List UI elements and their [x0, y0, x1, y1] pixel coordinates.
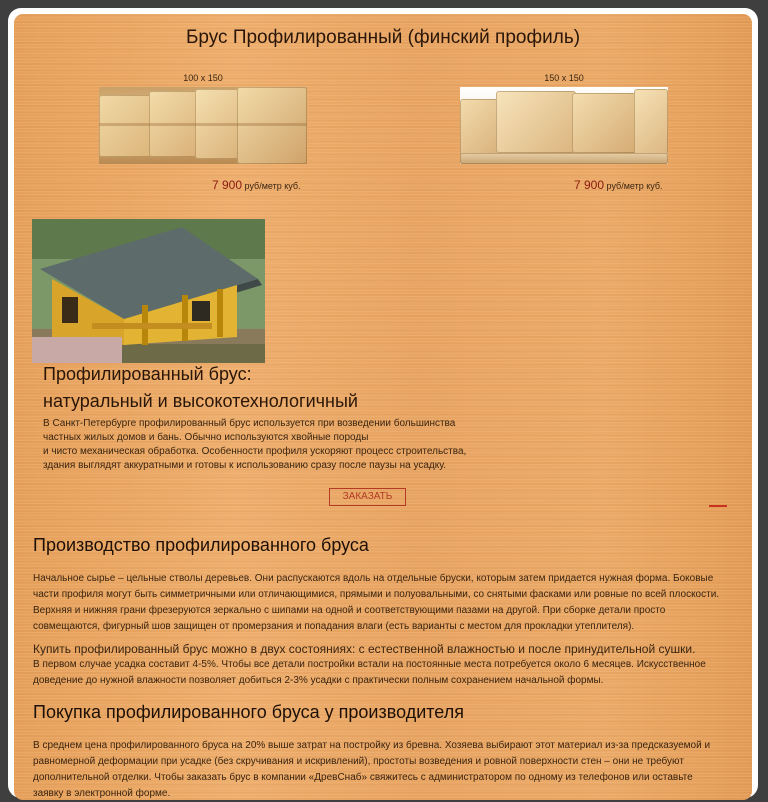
production-paragraph-2: [33, 641, 723, 689]
paragraph-line: совмещаются, фигурный шов защищен от промерзания и попадания влаги (есть варианты с местом для прокладки утеплителя).: [33, 621, 635, 632]
purchase-paragraph: [33, 738, 723, 800]
page-content: [14, 14, 752, 800]
intro-text: [43, 417, 483, 473]
paragraph-line: заявку в электронной форме.: [33, 788, 171, 799]
price-value-1: 7 900: [212, 178, 243, 192]
order-button[interactable]: ЗАКАЗАТЬ: [329, 488, 406, 506]
paragraph-lead: Купить профилированный брус можно в двух состояниях: с естественной влажностью и после принудительной сушки.: [33, 642, 696, 656]
decorative-dash: [709, 505, 727, 507]
intro-heading-line2: натуральный и высокотехнологичный: [43, 391, 358, 411]
intro-line: частных жилых домов и бань. Обычно используются хвойные породы: [43, 432, 369, 443]
paragraph-line: В первом случае усадка составит 4-5%. Чтобы все детали постройки встали на постоянные места потребуется около 6 месяцев. Искусственное: [33, 659, 706, 670]
paragraph-line: Верхняя и нижняя грани фрезеруются зеркально с шипами на одной и соответствующими пазами на другой. При сборке детали просто: [33, 605, 666, 616]
paragraph-line: части профиля могут быть симметричными или отличающимися, прямыми и полуовальными, со снятыми фасками или ровные по всей плоскости.: [33, 589, 720, 600]
purchase-heading: Покупка профилированного бруса у производителя: [33, 702, 464, 722]
production-heading: Производство профилированного бруса: [33, 535, 369, 555]
product-size-label-2: 150 x 150: [544, 73, 584, 83]
production-paragraph-1: [33, 571, 723, 635]
intro-line: здания выглядят аккуратными и готовы к использованию сразу после паузы на усадку.: [43, 460, 446, 471]
paragraph-line: равномерной деформации при усадке (без скручивания и искривлений), простоты возведения и ровной поверхности стен – они не требуют: [33, 756, 684, 767]
intro-line: и чисто механическая обработка. Особенности профиля ускоряют процесс строительства,: [43, 446, 467, 457]
price-value-2: 7 900: [574, 178, 605, 192]
timber-house-photo: [32, 219, 265, 363]
product-price-1: [212, 178, 301, 192]
intro-heading-line1: Профилированный брус:: [43, 364, 252, 384]
page-frame: [8, 8, 758, 798]
paragraph-line: доведение до нужной влажности позволяет добиться 2-3% усадки с практически полным сохранением начальной формы.: [33, 675, 604, 686]
paragraph-line: Начальное сырье – цельные стволы деревьев. Они распускаются вдоль на отдельные бруски, которым затем придается нужная форма. Боковые: [33, 573, 714, 584]
intro-line: В Санкт-Петербурге профилированный брус используется при возведении большинства: [43, 418, 456, 429]
lumber-100x150-image: [99, 87, 307, 164]
price-unit-1: руб/метр куб.: [244, 181, 301, 191]
lumber-150x150-image: [460, 87, 668, 164]
price-unit-2: руб/метр куб.: [606, 181, 663, 191]
paragraph-line: В среднем цена профилированного бруса на 20% выше затрат на постройку из бревна. Хозяева выбирают этот материал из-за предсказуемой и: [33, 740, 711, 751]
page-title: Брус Профилированный (финский профиль): [185, 27, 581, 48]
product-size-label-1: 100 x 150: [183, 73, 223, 83]
paragraph-line: дополнительной отделки. Чтобы заказать брус в компании «ДревСнаб» свяжитесь с администратором по одному из телефонов или оставьте: [33, 772, 693, 783]
product-price-2: [574, 178, 663, 192]
